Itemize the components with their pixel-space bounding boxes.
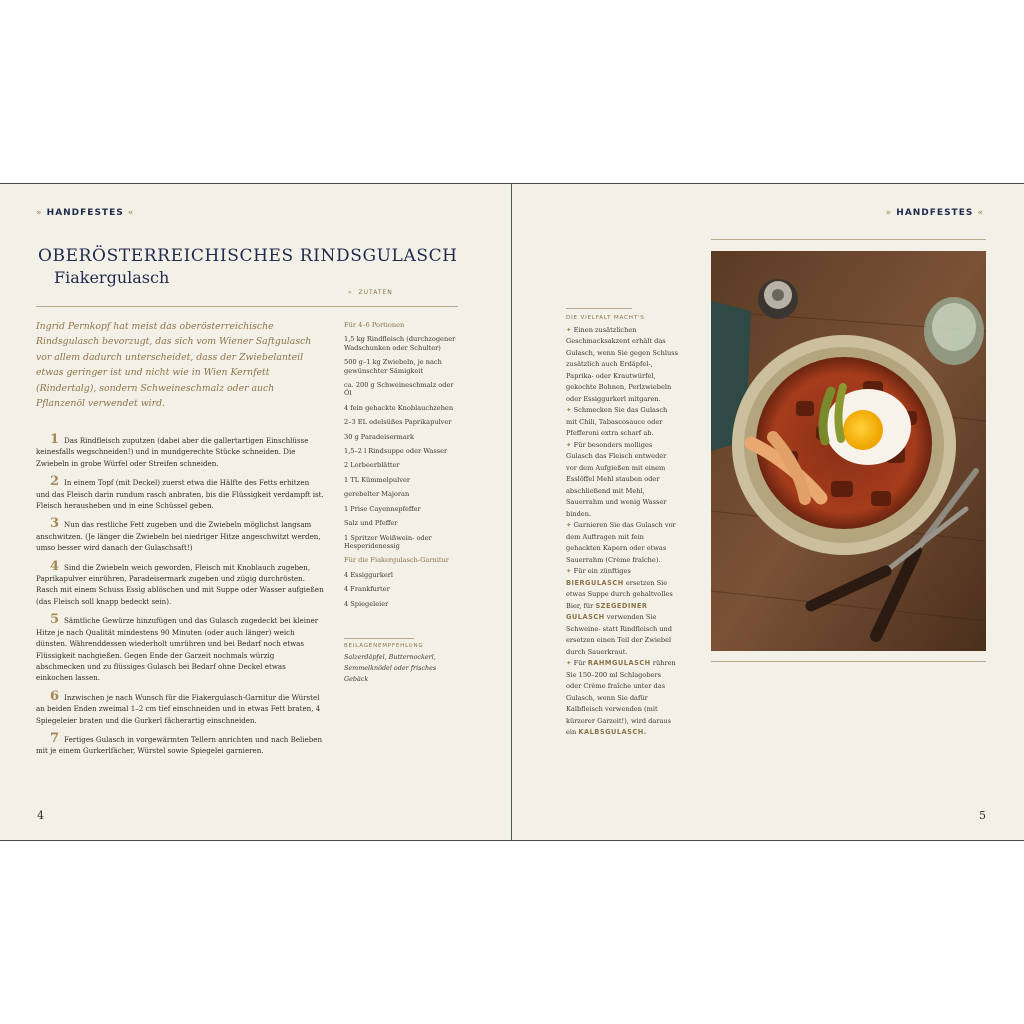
ingredient-item: 2–3 EL edelsüßes Paprikapulver: [344, 418, 452, 427]
ingredient-item: 30 g Paradeisermark: [344, 432, 414, 441]
tip-item: [566, 325, 678, 406]
step-number: 3: [50, 516, 60, 532]
photo-top-rule: [711, 239, 986, 240]
goulash-plate-photo: [711, 251, 986, 651]
variations-label: DIE VIELFALT MACHT'S: [566, 315, 645, 321]
title-rule: [36, 306, 458, 307]
variations-rule: [566, 308, 632, 309]
highlight-szegediner: SZEGEDINER GULASCH: [566, 601, 648, 621]
intro-text: Ingrid Pernkopf hat meist das oberösterreichische Rindsgulasch bevorzugt, das sich vom Wiener Saftgulasch vor allem dadurch unterscheidet, dass der Zwiebelanteil etwas geringer ist und nicht wie in Wien Kernfett (Rindertalg), sondern Schweineschmalz oder auch Pflanzenöl verwendet wird.: [36, 321, 312, 410]
step-item: [36, 614, 324, 683]
step-text: In einem Topf (mit Deckel) zuerst etwa die Hälfte des Fetts erhitzen und das Fleisch darin rundum rasch anbraten, bis die Flüssigkeit verdampft ist. Fleisch herausheben und in eine Schüssel geben.: [36, 478, 324, 511]
ingredient-item: 1 TL Kümmelpulver: [344, 475, 411, 484]
photo-bottom-rule: [711, 661, 986, 662]
book-spread: [0, 183, 1024, 841]
step-number: 4: [50, 558, 60, 574]
recipe-title: OBERÖSTERREICHISCHES RINDSGULASCH: [38, 246, 458, 266]
step-number: 2: [50, 474, 60, 490]
ingredient-item: 2 Lorbeerblätter: [344, 461, 400, 470]
step-text: Inzwischen je nach Wunsch für die Fiakergulasch-Garnitur die Würstel an beiden Enden zweimal 1–2 cm tief einschneiden und in etwas Fett braten, 4 Spiegeleier braten und die Gurkerl fächerartig einschneiden.: [36, 692, 321, 725]
tip-text: Schmecken Sie das Gulasch mit Chili, Tabascosauce oder Pfefferoni extra scharf ab.: [566, 406, 668, 437]
page-number: 4: [37, 809, 44, 822]
recipe-subtitle: Fiakergulasch: [54, 268, 170, 287]
running-head: » HANDFESTES «: [885, 208, 984, 218]
step-number: 5: [50, 612, 60, 628]
bullet-icon: ✦: [566, 440, 574, 449]
ingredients-heading-text: ZUTATEN: [358, 289, 393, 296]
ingredient-item: ca. 200 g Schweineschmalz oder Öl: [344, 381, 454, 398]
ingredient-item: gerebelter Majoran: [344, 490, 410, 499]
steps-list: [36, 434, 324, 764]
step-item: [36, 518, 324, 553]
step-item: [36, 558, 324, 608]
tip-item: [566, 520, 678, 566]
garnish-header: Für die Fiakergulasch-Garnitur: [344, 556, 449, 565]
step-item: [36, 730, 324, 757]
tip-item: ✦ Für ein zünftiges BIERGULASCH ersetzen Sie etwas Suppe durch gehaltvolles Bier, für SZEGEDINER GULASCH verwenden Sie Schweine- statt Rindfleisch und ersetzen einen Teil der Zwiebel durch Sauerkraut.: [566, 567, 673, 656]
step-number: 7: [50, 730, 60, 746]
ingredient-item: 1 Spritzer Weißwein- oder Hesperidenessig: [344, 533, 432, 550]
highlight-rahmgulasch: RAHMGULASCH: [587, 659, 651, 667]
running-head: » HANDFESTES «: [36, 208, 135, 218]
running-head-text: HANDFESTES: [46, 208, 124, 218]
bullet-icon: ✦: [566, 406, 574, 414]
highlight-biergulasch: BIERGULASCH: [566, 578, 624, 587]
ingredient-item: Salz und Pfeffer: [344, 519, 398, 528]
page-number: 5: [979, 809, 986, 822]
tip-text: Einen zusätzlichen Geschmacksakzent erhält das Gulasch, wenn Sie gegen Schluss zusätzlich auch Erdäpfel-, Paprika- oder Krautwürfel, gekochte Bohnen, Perlzwiebeln oder Essiggurkerl mitgaren.: [566, 325, 678, 403]
garnish-item: 4 Frankfurter: [344, 585, 390, 594]
step-number: 1: [50, 432, 60, 447]
tip-text: Garnieren Sie das Gulasch vor dem Auftragen mit fein gehackten Kapern oder etwas Sauerrahm (Crème fraîche).: [566, 521, 676, 564]
running-head-text: HANDFESTES: [896, 208, 974, 218]
step-item: [36, 434, 324, 469]
ingredient-item: 1,5 kg Rindfleisch (durchzogener Wadschunken oder Schulter): [344, 335, 456, 352]
side-dish-label: BEILAGENEMPFEHLUNG: [344, 643, 424, 649]
step-number: 6: [50, 688, 60, 704]
step-text: Sind die Zwiebeln weich geworden, Fleisch mit Knoblauch zugeben, Paprikapulver einrühren, Paradeisermark zugeben und zügig durchrösten. Rasch mit einem Schuss Essig ablöschen und mit Suppe oder Wasser aufgießen (das Fleisch soll knapp bedeckt sein).: [36, 562, 324, 606]
step-text: Das Rindfleisch zuputzen (dabei aber die gallertartigen Einschlüsse keinesfalls wegschneiden!) und in mundgerechte Stücke schneiden. Die Zwiebeln in grobe Würfel oder Streifen schneiden.: [36, 436, 309, 468]
bullet-icon: ✦: [566, 521, 574, 529]
tip-item: ✦ Für RAHMGULASCH rühren Sie 150–200 ml Schlagobers oder Crème fraîche unter das Gulasch, wenn Sie dafür Kalbfleisch verwenden (mit kürzerer Garzeit!), wird daraus ein KALBSGULASCH.: [566, 659, 676, 736]
variations-box: [566, 313, 678, 739]
right-page: [512, 184, 1024, 840]
ingredient-item: 4 fein gehackte Knoblauchzehen: [344, 403, 454, 412]
ingredient-item: 500 g–1 kg Zwiebeln, je nach gewünschter Sämigkeit: [344, 358, 442, 375]
left-page: [0, 184, 511, 840]
step-text: Fertiges Gulasch in vorgewärmten Tellern anrichten und nach Belieben mit je einem Gurkerlfächer, Würstel sowie Spiegelei garnieren.: [36, 734, 323, 756]
tip-item: [566, 440, 678, 521]
step-text: Nun das restliche Fett zugeben und die Zwiebeln möglichst langsam anschwitzen. (Je länger die Zwiebeln bei niedriger Hitze angeschwitzt werden, umso besser wird danach der Gulaschsaft!): [36, 520, 321, 553]
garnish-item: 4 Essiggurkerl: [344, 570, 393, 579]
garnish-item: 4 Spiegeleier: [344, 599, 389, 608]
highlight-kalbsgulasch: KALBSGULASCH.: [578, 728, 647, 736]
tip-text: Für besonders molliges Gulasch das Fleisch entweder vor dem Aufgießen mit einem Esslöffel Mehl stauben oder abschließend mit Mehl, Sauerrahm und wenig Wasser binden.: [566, 440, 667, 518]
ingredient-item: 1,5–2 l Rindsuppe oder Wasser: [344, 447, 448, 456]
portion-header: Für 4–6 Portionen: [344, 321, 405, 329]
ingredients-heading: » ZUTATEN: [348, 289, 393, 296]
tip-item: [566, 405, 678, 440]
ingredients-list: [344, 321, 458, 614]
side-dish-text: Salzerdäpfel, Butternockerl, Semmelknödel oder frisches Gebäck: [344, 653, 437, 683]
side-dish-rule: [344, 638, 414, 639]
bullet-icon: ✦: [566, 325, 574, 334]
step-text: Sämtliche Gewürze hinzufügen und das Gulasch zugedeckt bei kleiner Hitze je nach Qualität mindestens 90 Minuten (oder auch länger) weich dünsten. Währenddessen wiederholt umrühren und bei Bedarf noch etwas Flüssigkeit nachgießen. Gegen Ende der Garzeit nochmals würzig abschmecken und zu flüssiges Gulasch bei Bedarf ohne Deckel etwas einkochen lassen.: [36, 616, 319, 683]
step-item: [36, 688, 324, 726]
ingredient-item: 1 Prise Cayennepfeffer: [344, 504, 421, 513]
step-item: [36, 476, 324, 511]
side-dish-box: [344, 638, 458, 685]
